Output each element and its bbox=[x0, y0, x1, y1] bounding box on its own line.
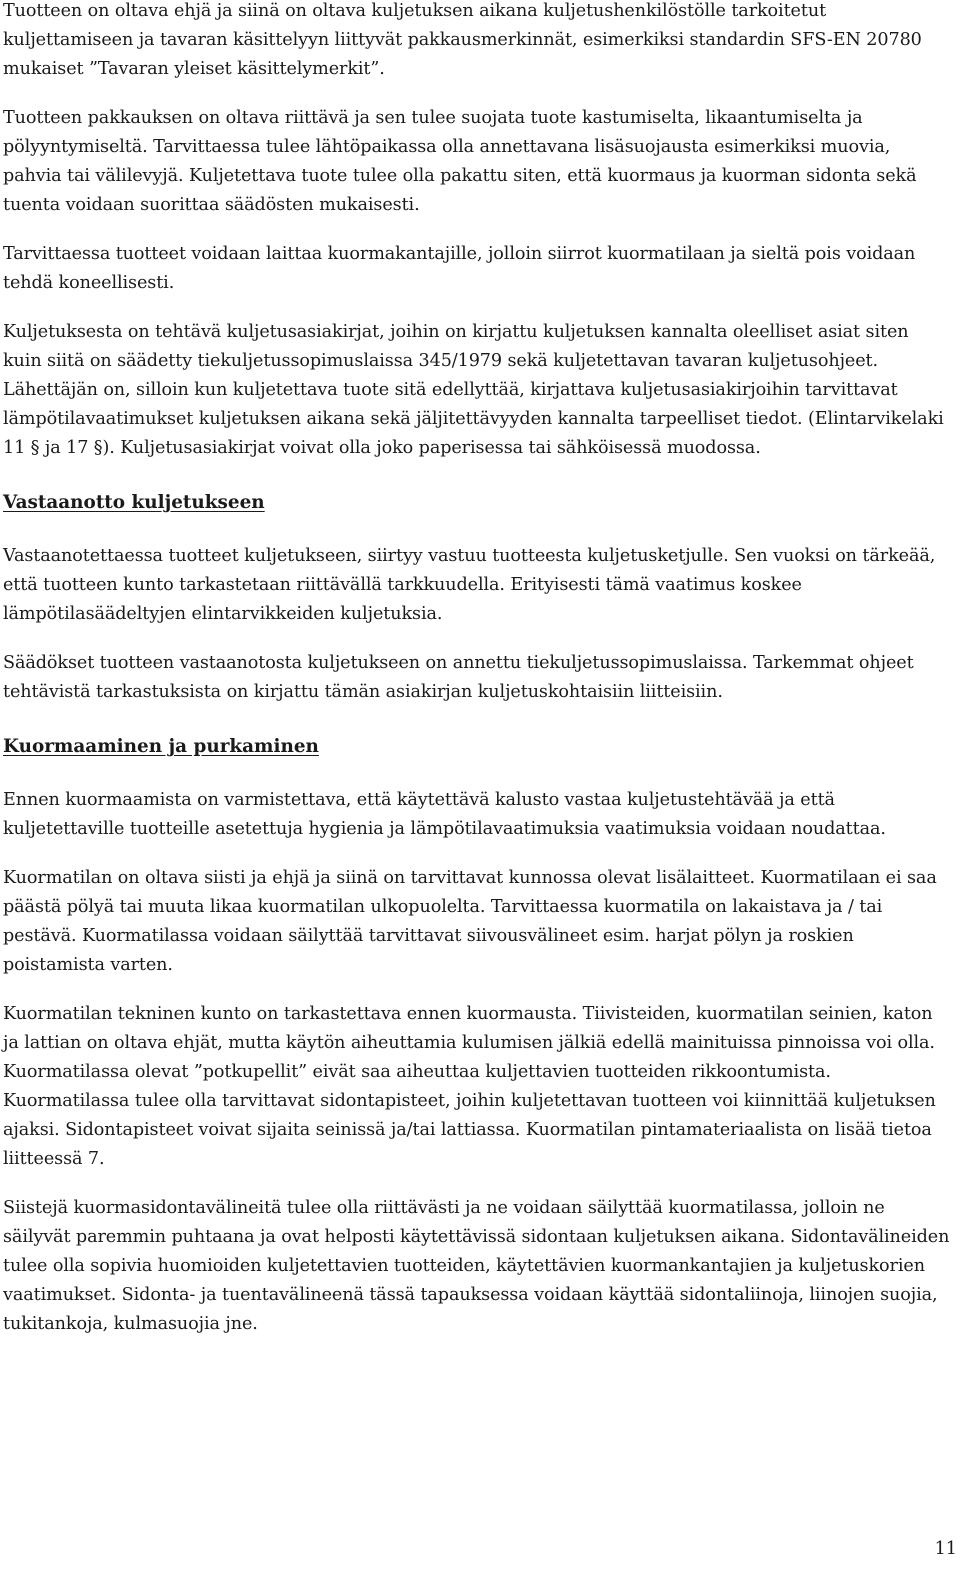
paragraph-securing-equipment: Siistejä kuormasidontavälineitä tulee olla riittävästi ja ne voidaan säilyttää kuormatilassa, jolloin ne säilyvät paremmin puhtaana ja ovat helposti käytettävissä sidontaan kuljetuksen aikana. Sidontavälineiden tulee olla sopivia huomioiden kuljetettavien tuotteiden, käytettävien kuormankantajien ja kuljetuskorien vaatimukset. Sidonta- ja tuentavälineenä tässä tapauksessa voidaan käyttää sidontaliinoja, liinojen suojia, tukitankoja, kulmasuojia jne. bbox=[3, 1198, 950, 1334]
heading-reception: Vastaanotto kuljetukseen bbox=[3, 492, 265, 513]
paragraph-packaging-markings: Tuotteen on oltava ehjä ja siinä on oltava kuljetuksen aikana kuljetushenkilöstölle tarkoitetut kuljettamiseen ja tavaran käsittelyyn liittyvät pakkausmerkinnät, esimerkiksi standardin SFS-EN 20780 mukaiset ”Tavaran yleiset käsittelymerkit”. bbox=[3, 1, 922, 79]
paragraph-load-carriers: Tarvittaessa tuotteet voidaan laittaa kuormakantajille, jolloin siirrot kuormatilaan ja sieltä pois voidaan tehdä koneellisesti. bbox=[3, 244, 916, 293]
page-number: 11 bbox=[934, 1539, 957, 1559]
paragraph-reception-regulations: Säädökset tuotteen vastaanotosta kuljetukseen on annettu tiekuljetussopimuslaissa. Tarkemmat ohjeet tehtävistä tarkastuksista on kirjattu tämän asiakirjan kuljetuskohtaisiin liitteisiin. bbox=[3, 653, 914, 702]
paragraph-cargo-space-clean: Kuormatilan on oltava siisti ja ehjä ja siinä on tarvittavat kunnossa olevat lisälaitteet. Kuormatilaan ei saa päästä pölyä tai muuta likaa kuormatilan ulkopuolelta. Tarvittaessa kuormatila on lakaistava ja / tai pestävä. Kuormatilassa voidaan säilyttää tarvittavat siivousvälineet esim. harjat pölyn ja roskien poistamista varten. bbox=[3, 868, 937, 975]
paragraph-reception-responsibility: Vastaanotettaessa tuotteet kuljetukseen, siirtyy vastuu tuotteesta kuljetusketjulle. Sen vuoksi on tärkeää, että tuotteen kunto tarkastetaan riittävällä tarkkuudella. Erityisesti tämä vaatimus koskee lämpötilasäädeltyjen elintarvikkeiden kuljetuksia. bbox=[3, 546, 936, 624]
document-page bbox=[3, 0, 951, 1339]
paragraph-transport-documents: Kuljetuksesta on tehtävä kuljetusasiakirjat, joihin on kirjattu kuljetuksen kannalta oleelliset asiat siten kuin siitä on säädetty tiekuljetussopimuslaissa 345/1979 sekä kuljetettavan tavaran kuljetusohjeet. Lähettäjän on, silloin kun kuljetettava tuote sitä edellyttää, kirjattava kuljetusasiakirjoihin tarvittavat lämpötilavaatimukset kuljetuksen aikana sekä jäljitettävyyden kannalta tarpeelliset tiedot. (Elintarvikelaki 11 § ja 17 §). Kuljetusasiakirjat voivat olla joko paperisessa tai sähköisessä muodossa. bbox=[3, 322, 944, 458]
paragraph-before-loading: Ennen kuormaamista on varmistettava, että käytettävä kalusto vastaa kuljetustehtävää ja että kuljetettaville tuotteille asetettuja hygienia ja lämpötilavaatimuksia vaatimuksia voidaan noudattaa. bbox=[3, 790, 886, 839]
paragraph-cargo-space-condition: Kuormatilan tekninen kunto on tarkastettava ennen kuormausta. Tiivisteiden, kuormatilan seinien, katon ja lattian on oltava ehjät, mutta käytön aiheuttamia kulumisen jälkiä edellä mainituissa pinnoissa voi olla. Kuormatilassa olevat ”potkupellit” eivät saa aiheuttaa kuljettavien tuotteiden rikkoontumista. Kuormatilassa tulee olla tarvittavat sidontapisteet, joihin kuljetettavan tuotteen voi kiinnittää kuljetuksen ajaksi. Sidontapisteet voivat sijaita seinissä ja/tai lattiassa. Kuormatilan pintamateriaalista on lisää tietoa liitteessä 7. bbox=[3, 1004, 936, 1169]
paragraph-packaging-protection: Tuotteen pakkauksen on oltava riittävä ja sen tulee suojata tuote kastumiselta, likaantumiselta ja pölyyntymiseltä. Tarvittaessa tulee lähtöpaikassa olla annettavana lisäsuojausta esimerkiksi muovia, pahvia tai välilevyjä. Kuljetettava tuote tulee olla pakattu siten, että kuormaus ja kuorman sidonta sekä tuenta voidaan suorittaa säädösten mukaisesti. bbox=[3, 108, 917, 215]
heading-loading-unloading: Kuormaaminen ja purkaminen bbox=[3, 736, 319, 757]
